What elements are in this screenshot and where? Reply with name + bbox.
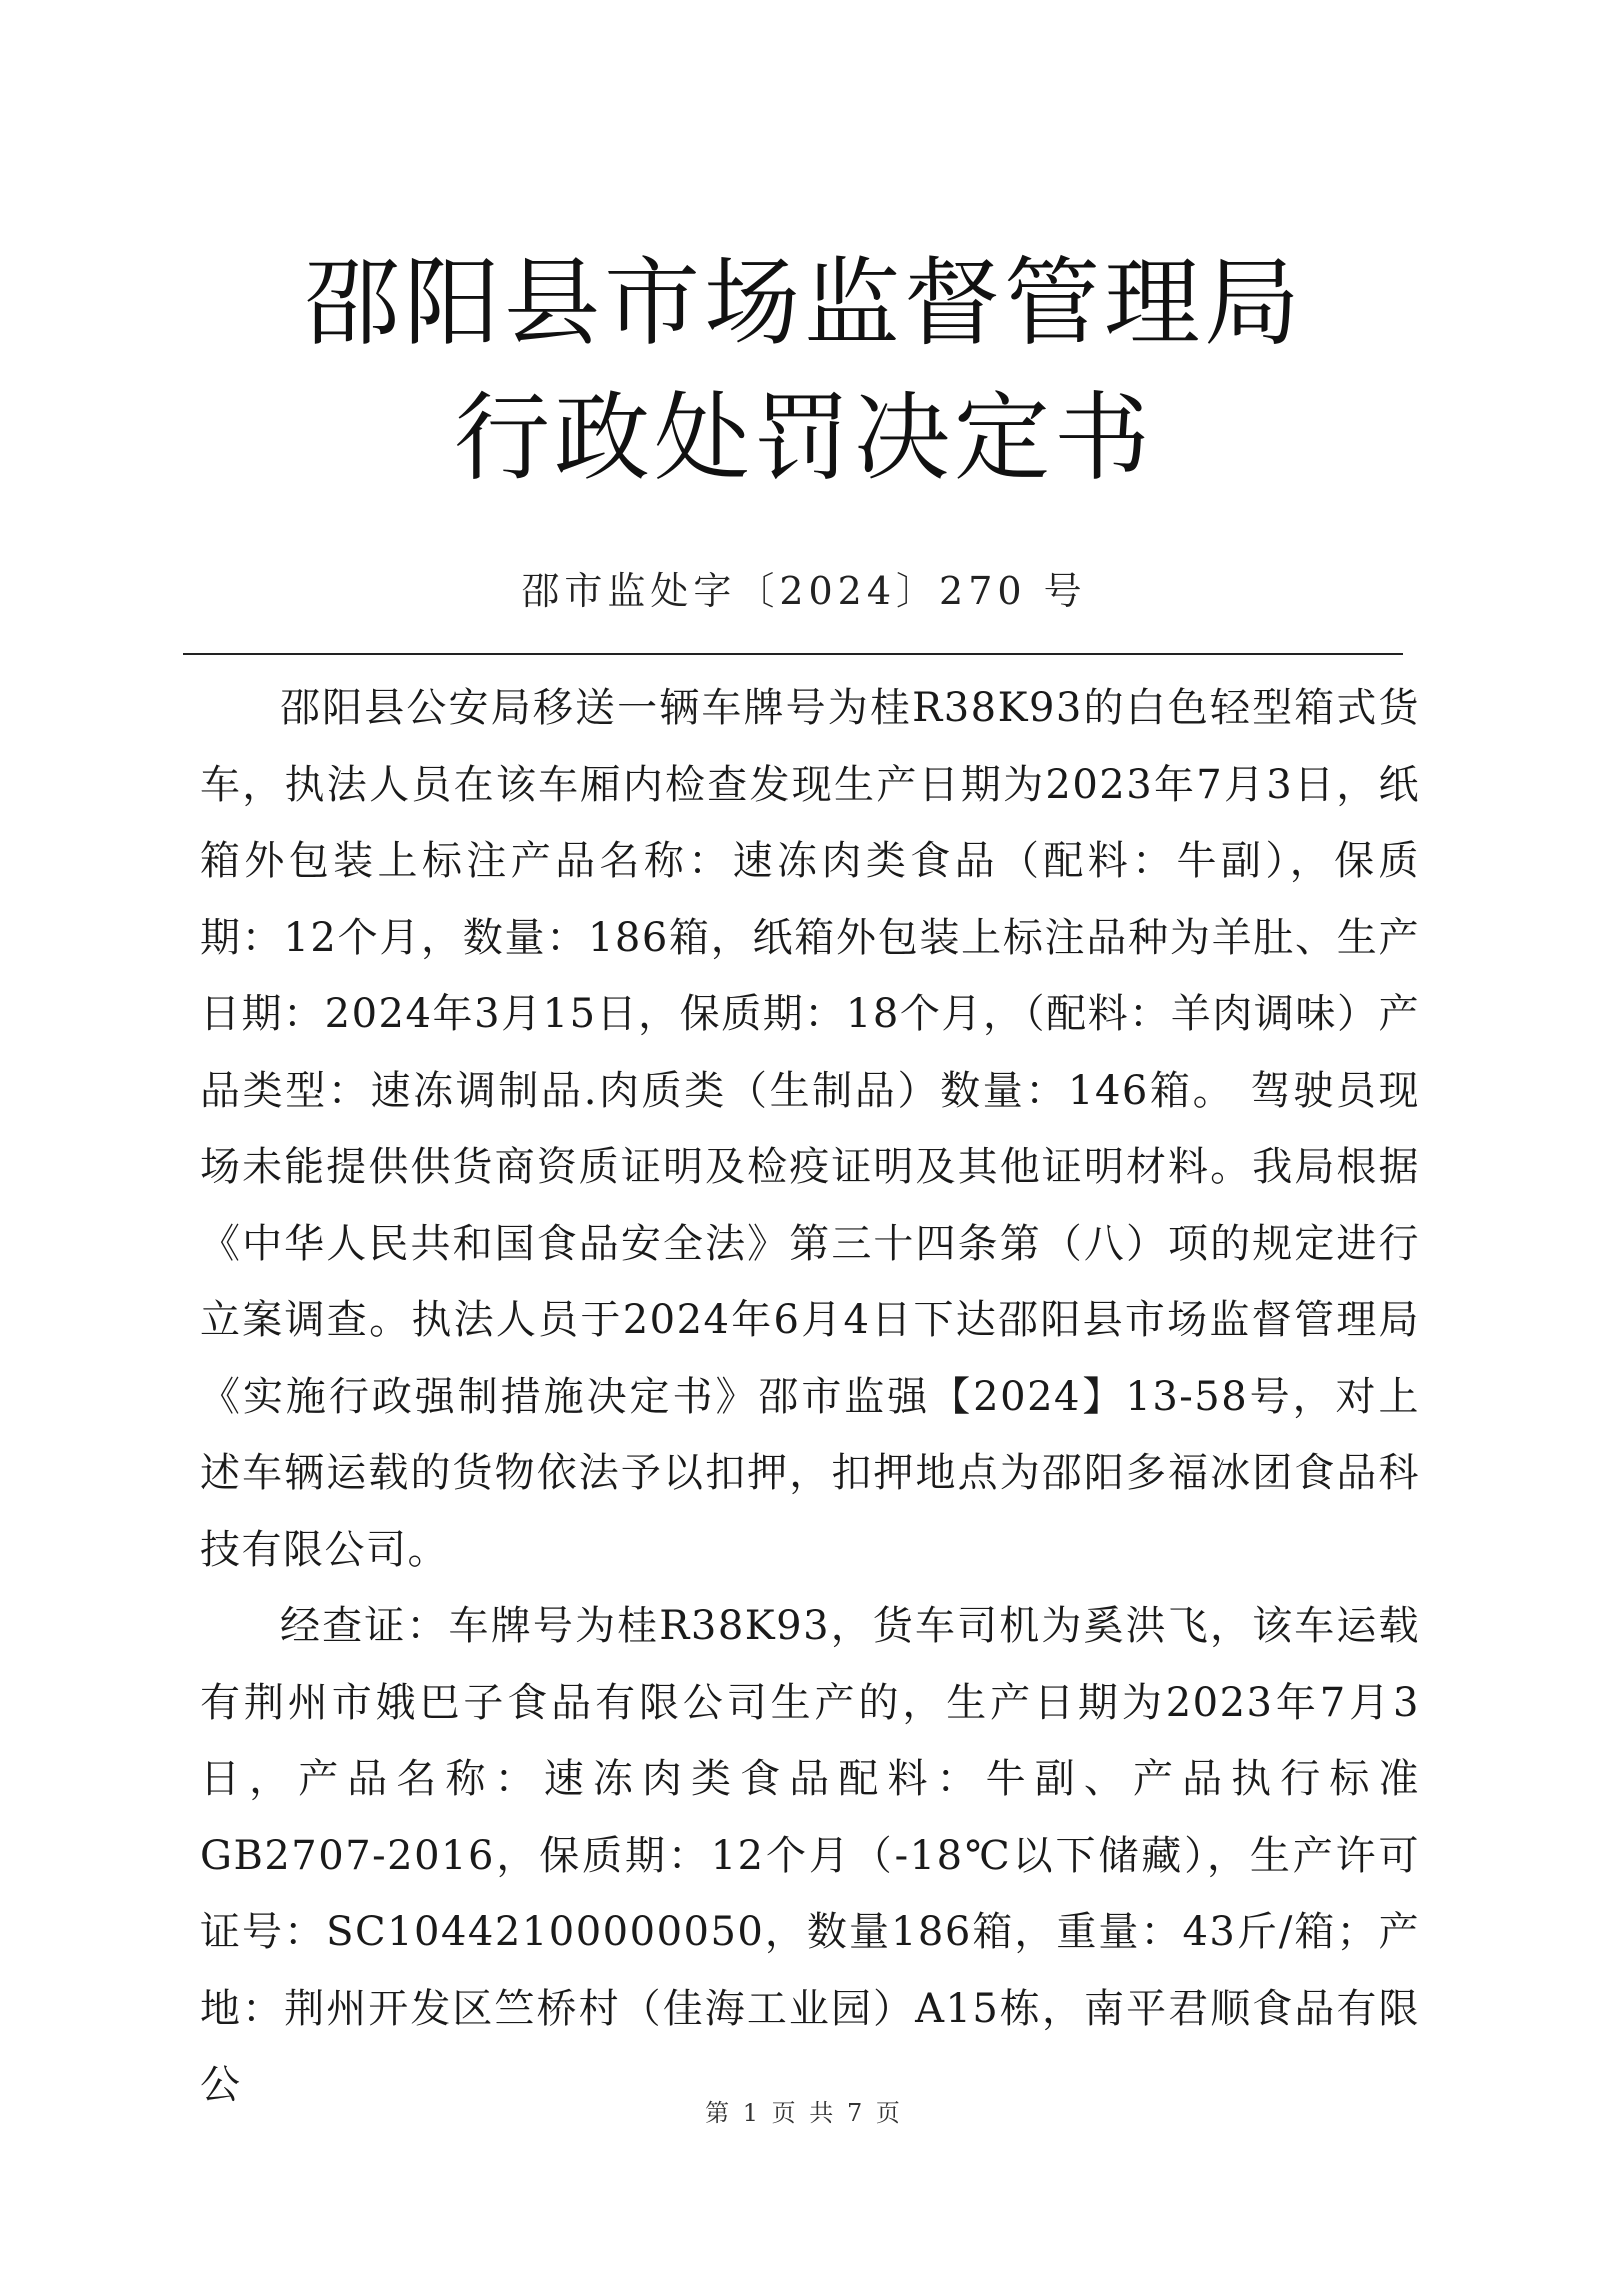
document-title-line-2: 行政处罚决定书: [454, 382, 1154, 494]
document-body: [200, 670, 1420, 2124]
page-footer: 第 1 页 共 7 页: [705, 2099, 903, 2127]
separator-line: [183, 653, 1403, 655]
document-number: 邵市监处字〔2024〕270 号: [521, 569, 1087, 613]
paragraph-1: 邵阳县公安局移送一辆车牌号为桂R38K93的白色轻型箱式货车，执法人员在该车厢内检查发现生产日期为2023年7月3日，纸箱外包装上标注产品名称：速冻肉类食品（配料：牛副），保质期：12个月，数量：186箱，纸箱外包装上标注品种为羊肚、生产日期：2024年3月15日，保质期：18个月，（配料：羊肉调味）产品类型：速冻调制品.肉质类（生制品）数量：146箱。 驾驶员现场未能提供供货商资质证明及检疫证明及其他证明材料。我局根据《中华人民共和国食品安全法》第三十四条第（八）项的规定进行立案调查。执法人员于2024年6月4日下达邵阳县市场监督管理局《实施行政强制措施决定书》邵市监强【2024】13-58号，对上述车辆运载的货物依法予以扣押，扣押地点为邵阳多福冰团食品科技有限公司。: [200, 685, 1420, 1573]
paragraph-2: 经查证：车牌号为桂R38K93，货车司机为奚洪飞，该车运载有荆州市娥巴子食品有限公司生产的，生产日期为2023年7月3日，产品名称：速冻肉类食品配料：牛副、产品执行标准GB2707-2016，保质期：12个月（-18℃以下储藏），生产许可证号：SC10442100000050，数量186箱，重量：43斤/箱；产地：荆州开发区竺桥村（佳海工业园）A15栋，南平君顺食品有限公: [200, 1603, 1420, 2108]
document-title-line-1: 邵阳县市场监督管理局: [304, 247, 1304, 359]
